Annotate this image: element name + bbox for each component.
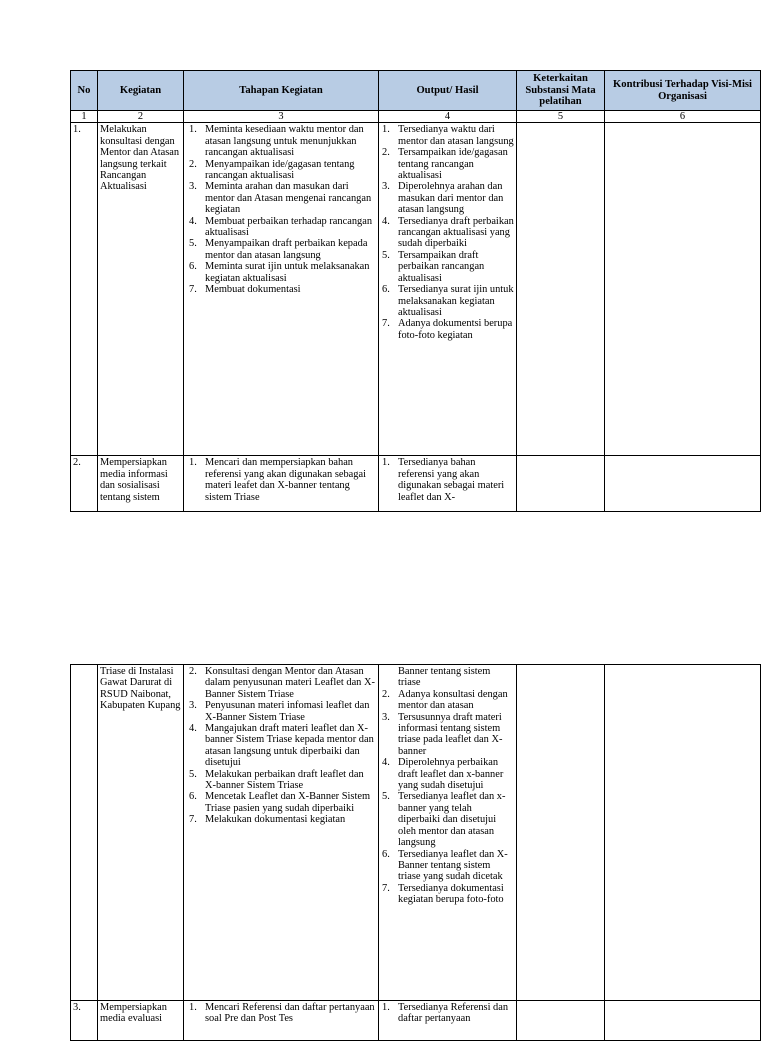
- list-item: [186, 181, 376, 215]
- row-number: [71, 665, 98, 1001]
- list-item-number: 2.: [189, 158, 197, 170]
- list-item-number: 5.: [189, 768, 197, 780]
- list-item-number: 4.: [382, 215, 390, 227]
- list-item-text: Mencari Referensi dan daftar pertanyaan soal Pre dan Post Tes: [205, 1002, 375, 1025]
- list-item-number: 7.: [382, 318, 390, 330]
- list-item-number: 1.: [382, 457, 390, 469]
- list-item-number: 2.: [382, 688, 390, 700]
- header-row: [71, 71, 761, 111]
- kegiatan-cell: Mempersiapkan media informasi dan sosialisasi tentang sistem: [98, 456, 184, 512]
- kontribusi-cell: [605, 665, 761, 1001]
- list-item: [186, 723, 376, 769]
- list-item-text: Membuat perbaikan terhadap rancangan aktualisasi: [205, 215, 373, 239]
- list-item: [186, 238, 376, 261]
- list-item: [381, 250, 514, 284]
- table-row: [71, 456, 761, 512]
- output-list: [381, 124, 514, 341]
- table-row: [71, 1001, 761, 1041]
- column-number: 1: [71, 111, 98, 123]
- keterkaitan-cell: [517, 665, 605, 1001]
- list-item-text: Adanya dokumentsi berupa foto-foto kegiatan: [398, 318, 513, 341]
- list-item: [381, 712, 514, 758]
- tahapan-list: [186, 124, 376, 295]
- list-item-number: 5.: [382, 249, 390, 261]
- list-item-text: Melakukan perbaikan draft leaflet dan X-banner Sistem Triase: [205, 768, 364, 792]
- tahapan-cell: [184, 1001, 379, 1041]
- list-item: [381, 124, 514, 147]
- list-item: [381, 216, 514, 250]
- list-item: [186, 814, 376, 825]
- list-item: [186, 666, 376, 700]
- list-item-number: 3.: [382, 711, 390, 723]
- list-item: [381, 284, 514, 318]
- list-item: [186, 769, 376, 792]
- list-item-number: 2.: [382, 147, 390, 159]
- list-item-number: 6.: [189, 261, 197, 273]
- list-item-text: Tersedianya surat ijin untuk melaksanakan kegiatan aktualisasi: [398, 284, 514, 318]
- list-item-number: 2.: [189, 666, 197, 677]
- list-item-number: 3.: [382, 181, 390, 193]
- header-kontribusi: Kontribusi Terhadap Visi-Misi Organisasi: [605, 71, 761, 111]
- list-item: [186, 457, 376, 503]
- keterkaitan-cell: [517, 456, 605, 512]
- list-item-text: Tersusunnya draft materi informasi tentang sistem triase pada leaflet dan X-banner: [398, 711, 503, 757]
- list-item-number: 6.: [382, 284, 390, 296]
- kontribusi-cell: [605, 123, 761, 456]
- header-kegiatan: Kegiatan: [98, 71, 184, 111]
- list-item-text: Melakukan dokumentasi kegiatan: [205, 814, 346, 826]
- list-item-text: Meminta arahan dan masukan dari mentor dan Atasan mengenai rancangan kegiatan: [205, 181, 372, 216]
- keterkaitan-cell: [517, 123, 605, 456]
- list-item-text: Tersedianya leaflet dan x-banner yang telah diperbaiki dan disetujui oleh mentor dan atasan langsung: [398, 791, 506, 849]
- list-item: [381, 457, 514, 503]
- list-item-text: Diperolehnya arahan dan masukan dari mentor dan atasan langsung: [398, 181, 504, 216]
- list-item-number: 7.: [189, 814, 197, 826]
- output-list: [381, 689, 514, 906]
- kegiatan-cell: Triase di Instalasi Gawat Darurat di RSUD Naibonat, Kabupaten Kupang: [98, 665, 184, 1001]
- list-item: [186, 1002, 376, 1025]
- list-item: [186, 216, 376, 239]
- table-row: [71, 123, 761, 456]
- list-item-number: 1.: [382, 124, 390, 136]
- list-item: [186, 261, 376, 284]
- list-item-number: 1.: [382, 1002, 390, 1013]
- list-item-number: 1.: [189, 124, 197, 136]
- list-item-text: Mencari dan mempersiapkan bahan referensi yang akan digunakan sebagai materi leafet dan X-banner tentang sistem Triase: [205, 457, 366, 503]
- activity-table-continued: [70, 664, 761, 1041]
- list-item: [381, 791, 514, 848]
- list-item-text: Membuat dokumentasi: [205, 284, 301, 296]
- list-item: [381, 1002, 514, 1025]
- list-item: [186, 124, 376, 158]
- header-output: Output/ Hasil: [379, 71, 517, 111]
- list-item: [381, 849, 514, 883]
- header-tahapan: Tahapan Kegiatan: [184, 71, 379, 111]
- tahapan-cell: [184, 123, 379, 456]
- list-item-text: Meminta surat ijin untuk melaksanakan kegiatan aktualisasi: [205, 261, 370, 284]
- output-cell: [379, 665, 517, 1001]
- list-item: [381, 689, 514, 712]
- list-item-text: Tersedianya draft perbaikan rancangan aktualisasi yang sudah diperbaiki: [398, 215, 514, 250]
- list-item: [381, 147, 514, 181]
- list-item-text: Tersedianya waktu dari mentor dan atasan langsung: [398, 124, 514, 147]
- column-number: 6: [605, 111, 761, 123]
- column-number: 4: [379, 111, 517, 123]
- list-item-text: Menyampaikan ide/gagasan tentang rancangan aktualisasi: [205, 158, 355, 182]
- list-item: [381, 883, 514, 906]
- list-item: [186, 700, 376, 723]
- tahapan-cell: [184, 665, 379, 1001]
- kontribusi-cell: [605, 456, 761, 512]
- list-item-number: 1.: [189, 457, 197, 469]
- list-item: [186, 284, 376, 295]
- kegiatan-cell: Melakukan konsultasi dengan Mentor dan Atasan langsung terkait Rancangan Aktualisasi: [98, 123, 184, 456]
- output-cell: [379, 456, 517, 512]
- kegiatan-cell: Mempersiapkan media evaluasi: [98, 1001, 184, 1041]
- list-item-text: Adanya konsultasi dengan mentor dan atasan: [398, 688, 508, 712]
- kontribusi-cell: [605, 1001, 761, 1041]
- list-item-text: Tersedianya Referensi dan daftar pertanyaan: [398, 1002, 509, 1025]
- list-item-number: 4.: [189, 723, 197, 735]
- list-item-text: Penyusunan materi infomasi leaflet dan X-Banner Sistem Triase: [205, 700, 370, 723]
- list-item: [186, 159, 376, 182]
- list-item-text: Konsultasi dengan Mentor dan Atasan dalam penyusunan materi Leaflet dan X-Banner Sistem Triase: [205, 666, 375, 700]
- list-item-number: 6.: [189, 791, 197, 803]
- list-item-text: Tersedianya bahan referensi yang akan digunakan sebagai materi leaflet dan X-: [398, 457, 505, 503]
- column-number: 3: [184, 111, 379, 123]
- list-item-number: 6.: [382, 848, 390, 860]
- list-item-text: Tersedianya dokumentasi kegiatan berupa foto-foto: [398, 882, 504, 906]
- list-item: [381, 757, 514, 791]
- output-lead-text: Banner tentang sistem triase: [398, 666, 491, 689]
- tahapan-cell: [184, 456, 379, 512]
- list-item-text: Tersedianya leaflet dan X-Banner tentang sistem triase yang sudah dicetak: [398, 848, 508, 883]
- table-row: [71, 665, 761, 1001]
- list-item-number: 5.: [382, 791, 390, 803]
- activity-table: [70, 70, 761, 512]
- column-number-row: [71, 111, 761, 123]
- list-item-text: Mencetak Leaflet dan X-Banner Sistem Triase pasien yang sudah diperbaiki: [205, 791, 371, 814]
- output-list: [381, 1002, 514, 1025]
- output-cell: [379, 123, 517, 456]
- row-number: 3.: [71, 1001, 98, 1041]
- list-item-number: 4.: [189, 215, 197, 227]
- row-number: 1.: [71, 123, 98, 456]
- list-item-number: 7.: [382, 882, 390, 894]
- list-item-number: 1.: [189, 1002, 197, 1013]
- keterkaitan-cell: [517, 1001, 605, 1041]
- column-number: 5: [517, 111, 605, 123]
- list-item-number: 3.: [189, 700, 197, 712]
- tahapan-list: [186, 1002, 376, 1025]
- list-item-number: 5.: [189, 238, 197, 250]
- output-list: [381, 457, 514, 503]
- list-item-text: Menyampaikan draft perbaikan kepada mentor dan atasan langsung: [205, 238, 368, 261]
- list-item-text: Tersampaikan ide/gagasan tentang rancangan aktualisasi: [398, 147, 508, 182]
- list-item: [381, 181, 514, 215]
- list-item-number: 3.: [189, 181, 197, 193]
- list-item-text: Diperolehnya perbaikan draft leaflet dan x-banner yang sudah disetujui: [398, 757, 504, 792]
- list-item: [381, 318, 514, 341]
- list-item-text: Meminta kesediaan waktu mentor dan atasan langsung untuk menunjukkan rancangan aktualisasi: [205, 124, 364, 159]
- list-item: [186, 791, 376, 814]
- header-keterkaitan: Keterkaitan Substansi Mata pelatihan: [517, 71, 605, 111]
- list-item-text: Tersampaikan draft perbaikan rancangan aktualisasi: [398, 249, 485, 284]
- output-cell: [379, 1001, 517, 1041]
- row-number: 2.: [71, 456, 98, 512]
- list-item-number: 7.: [189, 284, 197, 296]
- tahapan-list: [186, 666, 376, 826]
- list-item-number: 4.: [382, 757, 390, 769]
- tahapan-list: [186, 457, 376, 503]
- header-no: No: [71, 71, 98, 111]
- list-item-text: Mangajukan draft materi leaflet dan X-banner Sistem Triase kepada mentor dan atasan langsung untuk diperbaiki dan disetujui: [205, 723, 374, 769]
- column-number: 2: [98, 111, 184, 123]
